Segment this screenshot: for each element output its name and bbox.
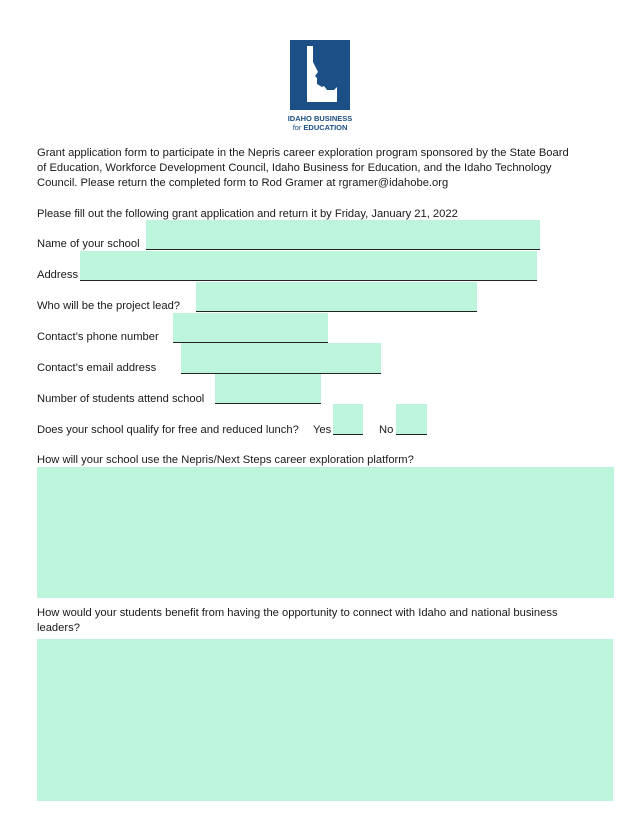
intro-line-1: Grant application form to participate in the Nepris career exploration program sponsored by the State Board <box>37 147 569 159</box>
intro-line-3: Council. Please return the completed form to Rod Gramer at rgramer@idahobe.org <box>37 177 449 189</box>
school-name-label: Name of your school <box>37 238 140 250</box>
lunch-question-label: Does your school qualify for free and reduced lunch? <box>37 424 299 436</box>
question-2-label-line-1: How would your students benefit from having the opportunity to connect with Idaho and national business <box>37 607 558 619</box>
instructions-text: Please fill out the following grant application and return it by Friday, January 21, 2022 <box>37 208 458 220</box>
lunch-no-label: No <box>379 424 394 436</box>
phone-label: Contact’s phone number <box>37 331 159 343</box>
project-lead-label: Who will be the project lead? <box>37 300 181 312</box>
address-label: Address <box>37 269 79 281</box>
idaho-logo <box>290 40 350 110</box>
intro-line-2: of Education, Workforce Development Council, Idaho Business for Education, and the Idaho Technology <box>37 162 552 174</box>
lunch-no-input[interactable] <box>396 404 427 434</box>
lunch-yes-underline <box>333 434 363 435</box>
question-1-label: How will your school use the Nepris/Next Steps career exploration platform? <box>37 454 414 466</box>
logo-text-line2 <box>270 123 370 132</box>
logo-text-education: EDUCATION <box>303 123 348 132</box>
lunch-yes-input[interactable] <box>333 404 363 434</box>
address-input[interactable] <box>80 251 537 281</box>
question-1-textarea[interactable] <box>37 467 614 598</box>
address-underline <box>80 280 537 281</box>
question-2-textarea[interactable] <box>37 639 613 801</box>
phone-input[interactable] <box>173 313 328 343</box>
students-label: Number of students attend school <box>37 393 205 405</box>
logo-text-line1: IDAHO BUSINESS <box>287 114 353 123</box>
question-2-label-line-2: leaders? <box>37 622 80 634</box>
students-input[interactable] <box>215 374 321 404</box>
project-lead-input[interactable] <box>196 282 477 312</box>
logo-text-for: for <box>292 123 302 132</box>
idaho-state-icon <box>290 40 350 110</box>
students-underline <box>215 403 321 404</box>
school-name-underline <box>146 249 540 250</box>
lunch-no-underline <box>396 434 427 435</box>
email-label: Contact’s email address <box>37 362 157 374</box>
project-lead-underline <box>196 311 477 312</box>
lunch-yes-label: Yes <box>313 424 332 436</box>
school-name-input[interactable] <box>146 220 540 250</box>
email-input[interactable] <box>181 343 381 374</box>
